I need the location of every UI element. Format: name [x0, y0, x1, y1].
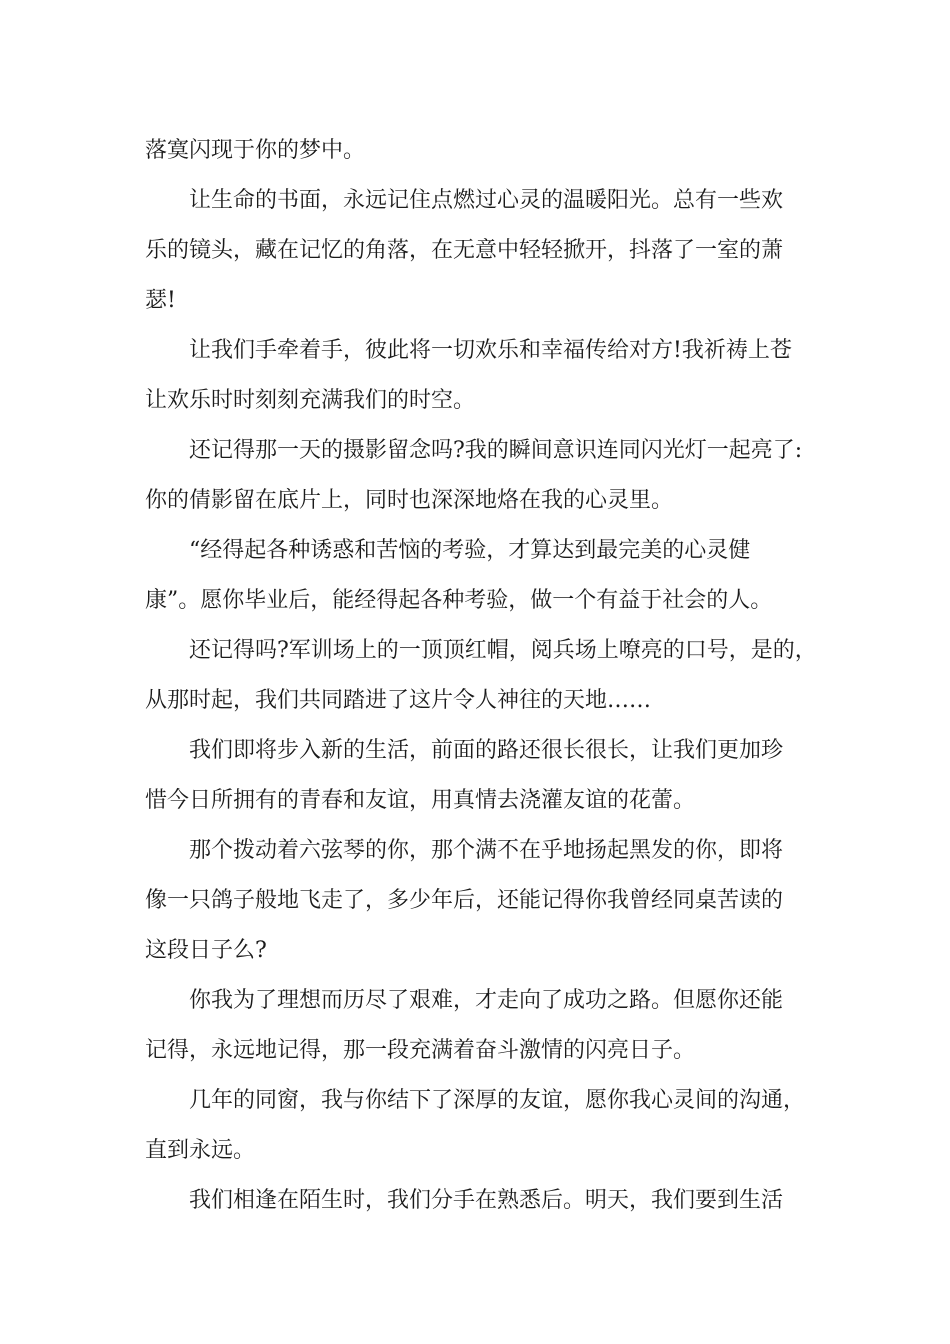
- text-line: 让生命的书面，永远记住点燃过心灵的温暖阳光。总有一些欢: [189, 188, 784, 213]
- text-line: 让我们手牵着手，彼此将一切欢乐和幸福传给对方!我祈祷上苍: [189, 338, 792, 363]
- text-line: 惜今日所拥有的青春和友谊，用真情去浇灌友谊的花蕾。: [145, 788, 696, 813]
- text-line: 康”。愿你毕业后，能经得起各种考验，做一个有益于社会的人。: [145, 588, 773, 613]
- text-line: 让欢乐时时刻刻充满我们的时空。: [145, 388, 476, 413]
- text-line: 那个拨动着六弦琴的你，那个满不在乎地扬起黑发的你，即将: [189, 838, 784, 863]
- text-line: 这段日子么?: [145, 938, 267, 963]
- text-line: 像一只鸽子般地飞走了，多少年后，还能记得你我曾经同桌苦读的: [145, 888, 784, 913]
- text-line: 你的倩影留在底片上，同时也深深地烙在我的心灵里。: [145, 488, 674, 513]
- text-line: 还记得吗?军训场上的一顶顶红帽，阅兵场上嘹亮的口号，是的，: [189, 638, 817, 663]
- text-line: 落寞闪现于你的梦中。: [145, 138, 366, 163]
- text-line: “经得起各种诱惑和苦恼的考验，才算达到最完美的心灵健: [189, 538, 751, 563]
- text-line: 乐的镜头，藏在记忆的角落，在无意中轻轻掀开，抖落了一室的萧: [145, 238, 784, 263]
- text-line: 瑟!: [145, 288, 176, 313]
- text-line: 记得，永远地记得，那一段充满着奋斗激情的闪亮日子。: [145, 1038, 696, 1063]
- text-line: 还记得那一天的摄影留念吗?我的瞬间意识连同闪光灯一起亮了:: [189, 438, 803, 463]
- text-line: 我们相逢在陌生时，我们分手在熟悉后。明天，我们要到生活: [189, 1188, 784, 1213]
- text-line: 几年的同窗，我与你结下了深厚的友谊，愿你我心灵间的沟通，: [189, 1088, 806, 1113]
- text-line: 你我为了理想而历尽了艰难，才走向了成功之路。但愿你还能: [189, 988, 784, 1013]
- text-line: 从那时起，我们共同踏进了这片令人神往的天地……: [145, 688, 652, 713]
- text-line: 直到永远。: [145, 1138, 256, 1163]
- text-line: 我们即将步入新的生活，前面的路还很长很长，让我们更加珍: [189, 738, 784, 763]
